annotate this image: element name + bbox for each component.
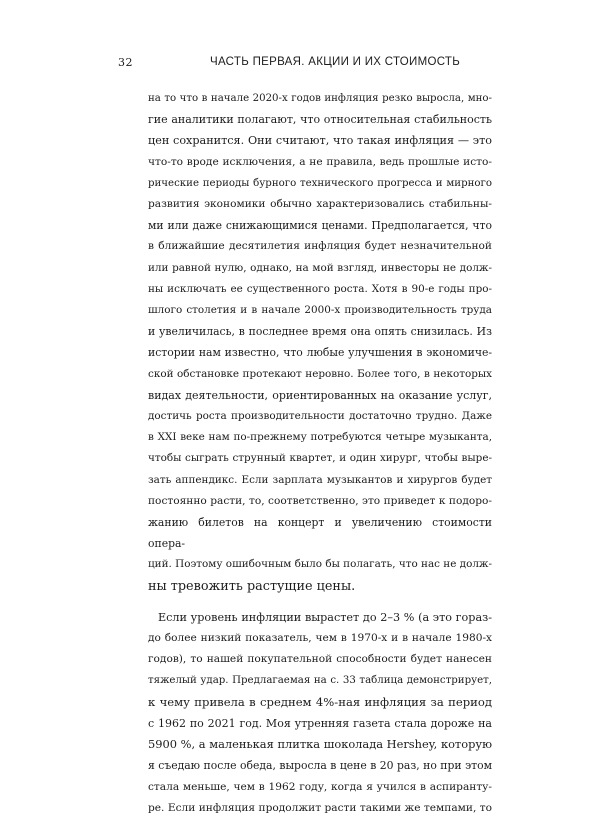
- text-line: постоянно расти, то, соответственно, это приведет к подоро-: [148, 494, 492, 507]
- text-line: на то что в начале 2020-х годов инфляция резко выросла, мно-: [148, 93, 492, 104]
- text-line: стала меньше, чем в 1962 году, когда я учился в аспиранту-: [148, 780, 492, 793]
- text-line: тяжелый удар. Предлагаемая на с. 33 таблица демонстрирует,: [148, 675, 492, 687]
- text-line: Если уровень инфляции вырастет до 2–3 % (а это гораз-: [158, 610, 492, 624]
- text-line: развития экономики обычно характеризовались стабильны-: [148, 198, 492, 211]
- text-line: годов), то нашей покупательной способности будет нанесен: [148, 653, 492, 666]
- text-line: ны тревожить растущие цены.: [148, 578, 356, 594]
- text-line: в XXI веке нам по-прежнему потребуются четыре музыканта,: [148, 431, 492, 444]
- running-head: ЧАСТЬ ПЕРВАЯ. АКЦИИ И ИХ СТОИМОСТЬ: [210, 56, 461, 68]
- text-line: ре. Если инфляция продолжит расти такими же темпами, то: [148, 801, 492, 814]
- text-line: я съедаю после обеда, выросла в цене в 20 раз, но при этом: [148, 759, 492, 773]
- text-line: жанию билетов на концерт и увеличению стоимости опера-: [148, 516, 492, 551]
- text-line: с 1962 по 2021 год. Моя утренняя газета стала дороже на: [148, 716, 492, 730]
- paragraph-2: [148, 607, 492, 819]
- body-text: [148, 88, 492, 819]
- text-line: до более низкий показатель, чем в 1970-х и в начале 1980-х: [148, 632, 492, 645]
- page-header: [118, 56, 488, 72]
- text-line: в ближайшие десятилетия инфляция будет незначительной: [148, 240, 492, 253]
- text-line: истории нам известно, что любые улучшения в экономиче-: [148, 346, 492, 360]
- text-line: чтобы сыграть струнный квартет, и один хирург, чтобы выре-: [148, 452, 492, 465]
- text-line: и увеличилась, в последнее время она опять снизилась. Из: [148, 325, 492, 339]
- text-line: или равной нулю, однако, на мой взгляд, инвесторы не долж-: [148, 261, 492, 274]
- text-line: гие аналитики полагают, что относительная стабильность: [148, 113, 492, 127]
- text-line: ны исключать ее существенного роста. Хотя в 90-е годы про-: [148, 282, 492, 295]
- text-line: зать аппендикс. Если зарплата музыкантов и хирургов будет: [148, 473, 492, 486]
- text-line: достичь роста производительности достаточно трудно. Даже: [148, 410, 492, 423]
- paragraph-gap: [148, 597, 492, 607]
- paragraph-1: [148, 88, 492, 597]
- text-line: шлого столетия и в начале 2000-х производительность труда: [148, 304, 492, 317]
- text-line: видах деятельности, ориентированных на оказание услуг,: [148, 388, 492, 402]
- text-line: ской обстановке протекают неровно. Более того, в некоторых: [148, 367, 492, 380]
- text-line: рические периоды бурного технического прогресса и мирного: [148, 177, 492, 189]
- text-line: цен сохранится. Они считают, что такая инфляция — это: [148, 134, 492, 148]
- text-line: к чему привела в среднем 4%-ная инфляция за период: [148, 694, 492, 709]
- text-line: ций. Поэтому ошибочным было бы полагать, что нас не долж-: [148, 558, 492, 571]
- page-number: 32: [118, 56, 133, 69]
- text-line: что-то вроде исключения, а не правила, ведь прошлые исто-: [148, 155, 492, 168]
- text-line: 5900 %, а маленькая плитка шоколада Hershey, которую: [148, 737, 492, 752]
- text-line: ми или даже снижающимися ценами. Предполагается, что: [148, 219, 492, 233]
